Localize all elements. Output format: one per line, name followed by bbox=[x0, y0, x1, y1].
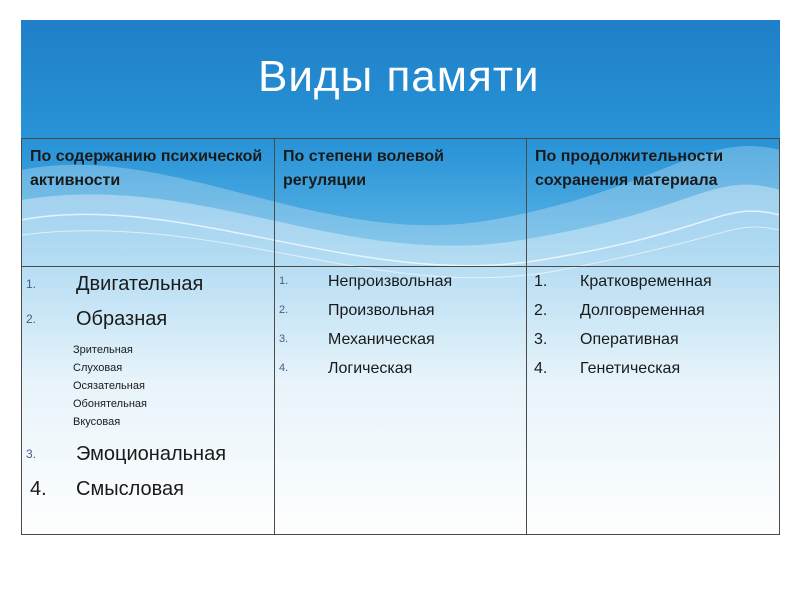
list-item bbox=[22, 437, 274, 472]
sublist-item: Осязательная bbox=[73, 380, 145, 392]
list-number: 3. bbox=[279, 333, 289, 345]
table-header-row bbox=[22, 139, 780, 267]
list-label: Кратковременная bbox=[580, 273, 712, 290]
header-regulation: По степени волевой регуляции bbox=[275, 139, 527, 267]
list-number: 1. bbox=[26, 277, 37, 291]
list-label: Механическая bbox=[328, 331, 435, 348]
list-number: 4. bbox=[534, 360, 548, 377]
header-duration: По продолжительности сохранения материала bbox=[527, 139, 780, 267]
list-item bbox=[22, 302, 274, 337]
list-item bbox=[22, 472, 274, 507]
list-label: Двигательная bbox=[76, 273, 204, 295]
sublist-item: Слуховая bbox=[73, 362, 123, 374]
list-label: Оперативная bbox=[580, 331, 679, 348]
list-label: Произвольная bbox=[328, 302, 435, 319]
list-label: Образная bbox=[76, 308, 168, 330]
list-number: 2. bbox=[534, 302, 548, 319]
list-item bbox=[527, 354, 779, 383]
list-item bbox=[275, 325, 526, 354]
column-duration bbox=[527, 267, 780, 535]
memory-types-table bbox=[21, 138, 780, 535]
list-item bbox=[275, 354, 526, 383]
sublist-item: Обонятельная bbox=[73, 398, 147, 410]
list-number: 4. bbox=[30, 478, 47, 500]
table-body-row bbox=[22, 267, 780, 535]
list-number: 2. bbox=[26, 312, 37, 326]
list-label: Долговременная bbox=[580, 302, 705, 319]
list-label: Логическая bbox=[328, 360, 413, 377]
list-item bbox=[275, 267, 526, 296]
list-item bbox=[527, 267, 779, 296]
list-label: Смысловая bbox=[76, 478, 184, 500]
sublist-item: Вкусовая bbox=[73, 416, 121, 428]
column-content bbox=[22, 267, 275, 535]
column-regulation bbox=[275, 267, 527, 535]
list-number: 4. bbox=[279, 362, 289, 374]
list-item bbox=[527, 325, 779, 354]
sublist-item: Зрительная bbox=[73, 344, 133, 356]
list-item bbox=[275, 296, 526, 325]
list-label: Непроизвольная bbox=[328, 273, 453, 290]
list-item bbox=[22, 267, 274, 302]
list-label: Эмоциональная bbox=[76, 443, 227, 465]
list-number: 3. bbox=[26, 447, 37, 461]
list-label: Генетическая bbox=[580, 360, 681, 377]
slide-title: Виды памяти bbox=[258, 52, 540, 101]
list-item bbox=[527, 296, 779, 325]
sublist bbox=[22, 337, 274, 437]
list-number: 3. bbox=[534, 331, 548, 348]
header-content: По содержанию психической активности bbox=[22, 139, 275, 267]
list-number: 1. bbox=[279, 275, 289, 287]
list-number: 2. bbox=[279, 304, 289, 316]
list-number: 1. bbox=[534, 273, 548, 290]
